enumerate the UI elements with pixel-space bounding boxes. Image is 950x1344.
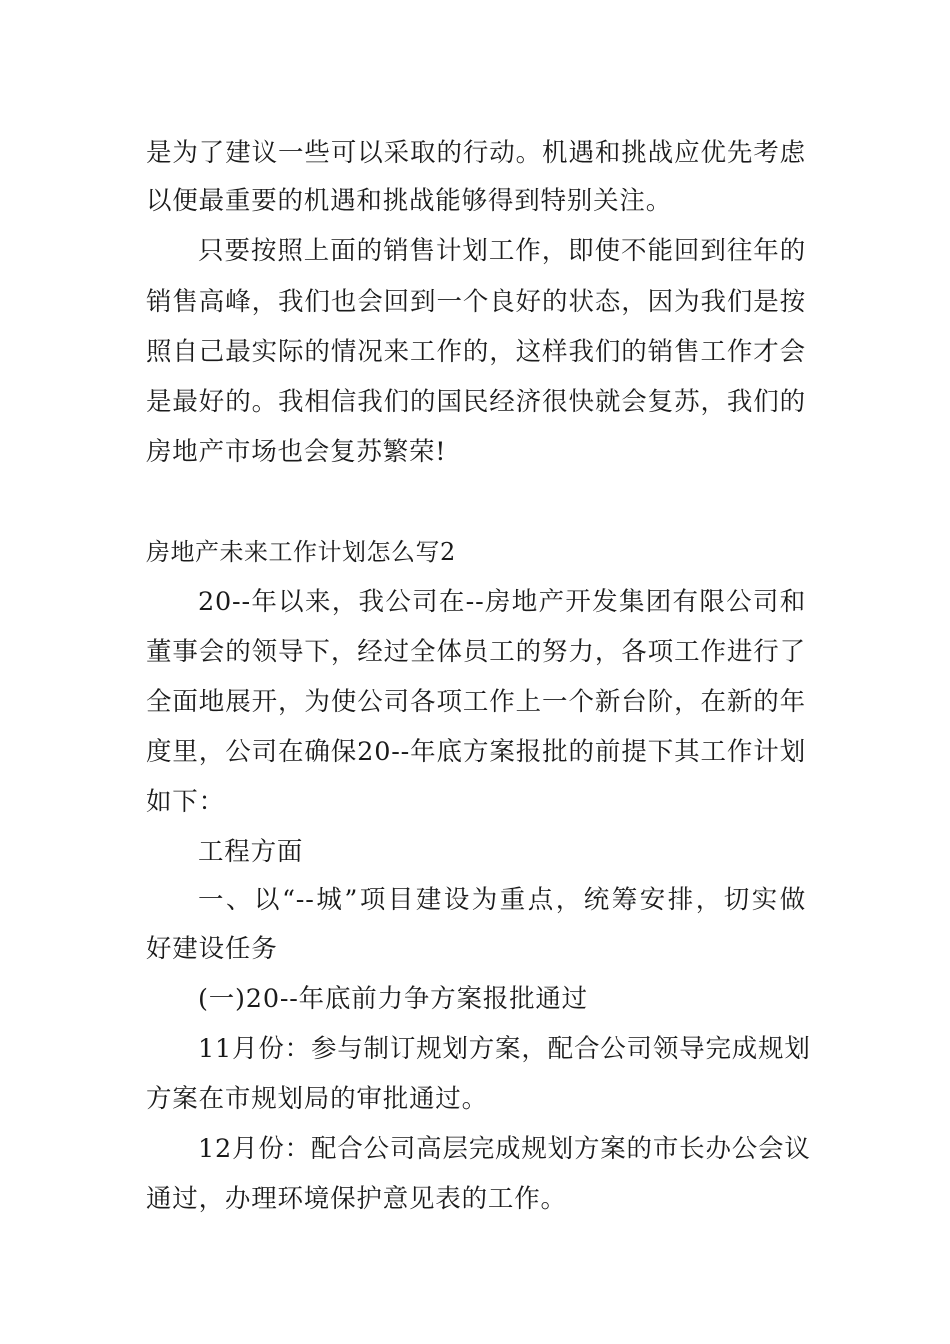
paragraph-line: 度里，公司在确保20--年底方案报批的前提下其工作计划: [146, 737, 806, 767]
paragraph-line: 是最好的。我相信我们的国民经济很快就会复苏，我们的: [146, 387, 806, 417]
paragraph-line: 一、以“--城”项目建设为重点，统筹安排，切实做: [198, 885, 806, 915]
paragraph-line: 照自己最实际的情况来工作的，这样我们的销售工作才会: [146, 337, 806, 367]
paragraph-line: 12月份：配合公司高层完成规划方案的市长办公会议: [198, 1134, 811, 1164]
paragraph-line: 只要按照上面的销售计划工作，即使不能回到往年的: [198, 236, 806, 266]
paragraph-line: 如下：: [146, 787, 225, 817]
paragraph-line: 好建设任务: [146, 934, 278, 964]
paragraph-line: 方案在市规划局的审批通过。: [146, 1084, 488, 1114]
paragraph-line: 以便最重要的机遇和挑战能够得到特别关注。: [146, 186, 673, 216]
paragraph-line: 通过，办理环境保护意见表的工作。: [146, 1184, 567, 1214]
paragraph-line: 房地产市场也会复苏繁荣!: [146, 437, 447, 467]
paragraph-line: 全面地展开，为使公司各项工作上一个新台阶，在新的年: [146, 687, 806, 717]
paragraph-line: 销售高峰，我们也会回到一个良好的状态，因为我们是按: [146, 287, 806, 317]
paragraph-line: 20--年以来，我公司在--房地产开发集团有限公司和: [198, 587, 806, 617]
paragraph-line: 11月份：参与制订规划方案，配合公司领导完成规划: [198, 1034, 811, 1064]
paragraph-line: 董事会的领导下，经过全体员工的努力，各项工作进行了: [146, 637, 806, 667]
paragraph-line: 是为了建议一些可以采取的行动。机遇和挑战应优先考虑: [146, 138, 806, 168]
subsection-heading: 工程方面: [198, 837, 304, 867]
paragraph-line: (一)20--年底前力争方案报批通过: [198, 984, 588, 1014]
section-heading: 房地产未来工作计划怎么写2: [146, 538, 456, 566]
